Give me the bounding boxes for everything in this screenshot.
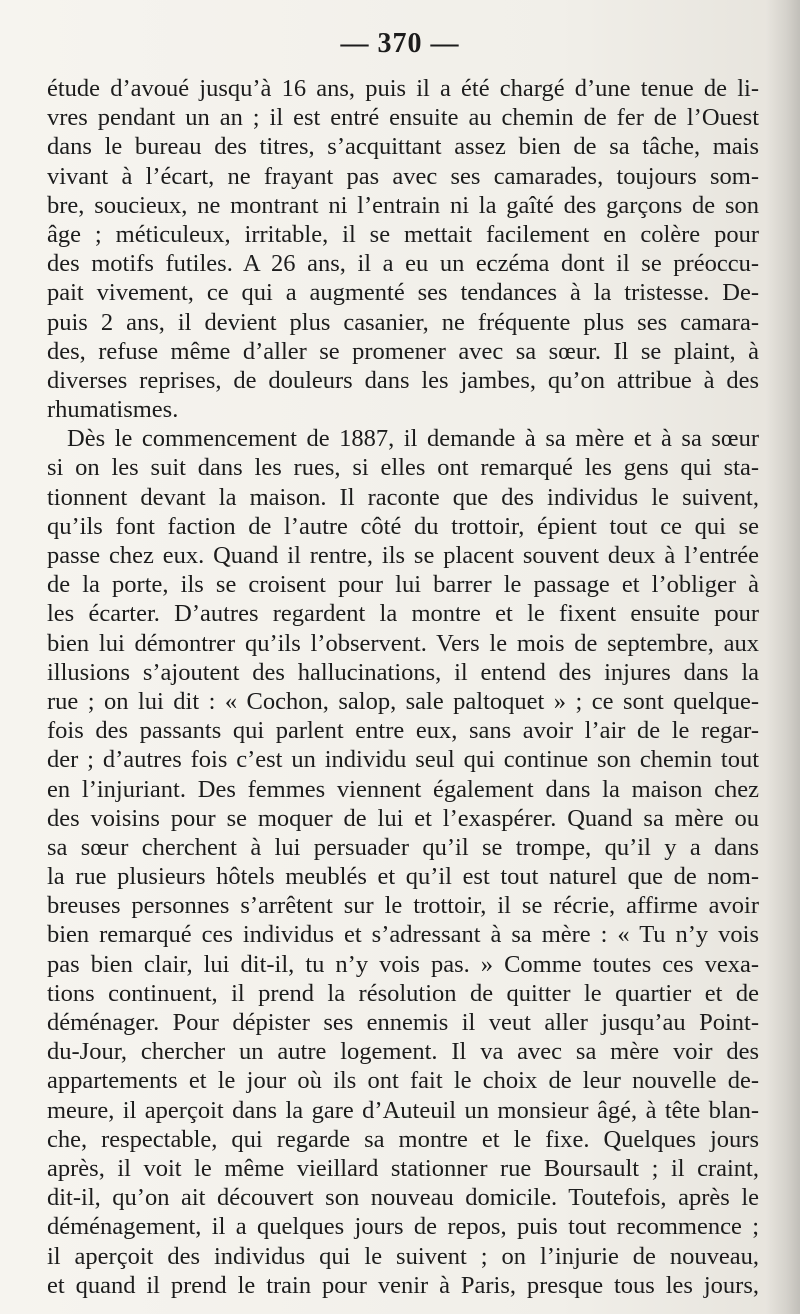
text-line: âge ; méticuleux, irritable, il se mettait facilement en colère pour: [47, 220, 759, 248]
text-line: les écarter. D’autres regardent la montre et le fixent ensuite pour: [47, 600, 759, 628]
text-line: appartements et le jour où ils ont fait le choix de leur nouvelle de-: [47, 1067, 759, 1095]
text-line: et quand il prend le train pour venir à Paris, presque tous les jours,: [47, 1271, 759, 1299]
text-line: puis 2 ans, il devient plus casanier, ne fréquente plus ses camara-: [47, 308, 759, 336]
text-line: Dès le commencement de 1887, il demande à sa mère et à sa sœur: [67, 425, 759, 453]
text-line: il aperçoit des individus qui le suivent ; on l’injurie de nouveau,: [47, 1242, 759, 1270]
text-line: qu’ils font faction de l’autre côté du trottoir, épient tout ce qui se: [47, 512, 759, 540]
text-line: la rue plusieurs hôtels meublés et qu’il est tout naturel que de nom-: [47, 863, 759, 891]
text-line: bre, soucieux, ne montrant ni l’entrain ni la gaîté des garçons de son: [47, 191, 759, 219]
text-line: bien lui démontrer qu’ils l’observent. Vers le mois de septembre, aux: [47, 629, 759, 657]
text-line: tionnent devant la maison. Il raconte que des individus le suivent,: [47, 483, 759, 511]
text-line: des voisins pour se moquer de lui et l’exaspérer. Quand sa mère ou: [47, 804, 759, 832]
body-text: [47, 74, 759, 1300]
text-line: déménagement, il a quelques jours de repos, puis tout recommence ;: [47, 1213, 759, 1241]
text-line: de la porte, ils se croisent pour lui barrer le passage et l’obliger à: [47, 571, 759, 599]
text-line: passe chez eux. Quand il rentre, ils se placent souvent deux à l’entrée: [47, 542, 759, 569]
text-line: vivant à l’écart, ne frayant pas avec ses camarades, toujours som-: [47, 162, 759, 190]
page-edge-shadow: [766, 0, 800, 1314]
text-line: des motifs futiles. A 26 ans, il a eu un eczéma dont il se préoccu-: [47, 250, 759, 278]
text-line: rhumatismes.: [47, 396, 179, 424]
text-line: déménager. Pour dépister ses ennemis il veut aller jusqu’au Point-: [47, 1009, 759, 1036]
text-line: en l’injuriant. Des femmes viennent également dans la maison chez: [47, 775, 759, 803]
text-line: meure, il aperçoit dans la gare d’Auteuil un monsieur âgé, à tête blan-: [47, 1096, 759, 1124]
text-line: étude d’avoué jusqu’à 16 ans, puis il a été chargé d’une tenue de li-: [47, 75, 759, 102]
text-line: diverses reprises, de douleurs dans les jambes, qu’on attribue à des: [47, 366, 759, 394]
text-line: après, il voit le même vieillard stationner rue Boursault ; il craint,: [47, 1154, 759, 1182]
text-line: pait vivement, ce qui a augmenté ses tendances à la tristesse. De-: [47, 279, 759, 307]
text-line: illusions s’ajoutent des hallucinations, il entend des injures dans la: [47, 658, 759, 686]
text-line: bien remarqué ces individus et s’adressant à sa mère : « Tu n’y vois: [47, 921, 759, 949]
text-line: fois des passants qui parlent entre eux, sans avoir l’air de le regar-: [47, 717, 759, 745]
text-line: pas bien clair, lui dit-il, tu n’y vois pas. » Comme toutes ces vexa-: [47, 950, 759, 978]
text-line: si on les suit dans les rues, si elles ont remarqué les gens qui sta-: [47, 454, 759, 482]
text-line: dit-il, qu’on ait découvert son nouveau domicile. Toutefois, après le: [47, 1184, 759, 1212]
text-line: tions continuent, il prend la résolution de quitter le quartier et de: [47, 979, 759, 1007]
text-line: rue ; on lui dit : « Cochon, salop, sale paltoquet » ; ce sont quelque-: [47, 687, 759, 715]
text-line: des, refuse même d’aller se promener avec sa sœur. Il se plaint, à: [47, 337, 759, 365]
text-line: vres pendant un an ; il est entré ensuite au chemin de fer de l’Ouest: [47, 104, 759, 132]
text-line: sa sœur cherchent à lui persuader qu’il se trompe, qu’il y a dans: [47, 833, 759, 861]
text-line: du-Jour, chercher un autre logement. Il va avec sa mère voir des: [47, 1038, 759, 1066]
text-line: che, respectable, qui regarde sa montre et le fixe. Quelques jours: [47, 1125, 759, 1153]
text-line: breuses personnes s’arrêtent sur le trottoir, il se récrie, affirme avoir: [47, 892, 759, 920]
page-number: — 370 —: [340, 28, 460, 59]
text-line: dans le bureau des titres, s’acquittant assez bien de sa tâche, mais: [47, 133, 759, 161]
text-line: der ; d’autres fois c’est un individu seul qui continue son chemin tout: [47, 746, 759, 774]
